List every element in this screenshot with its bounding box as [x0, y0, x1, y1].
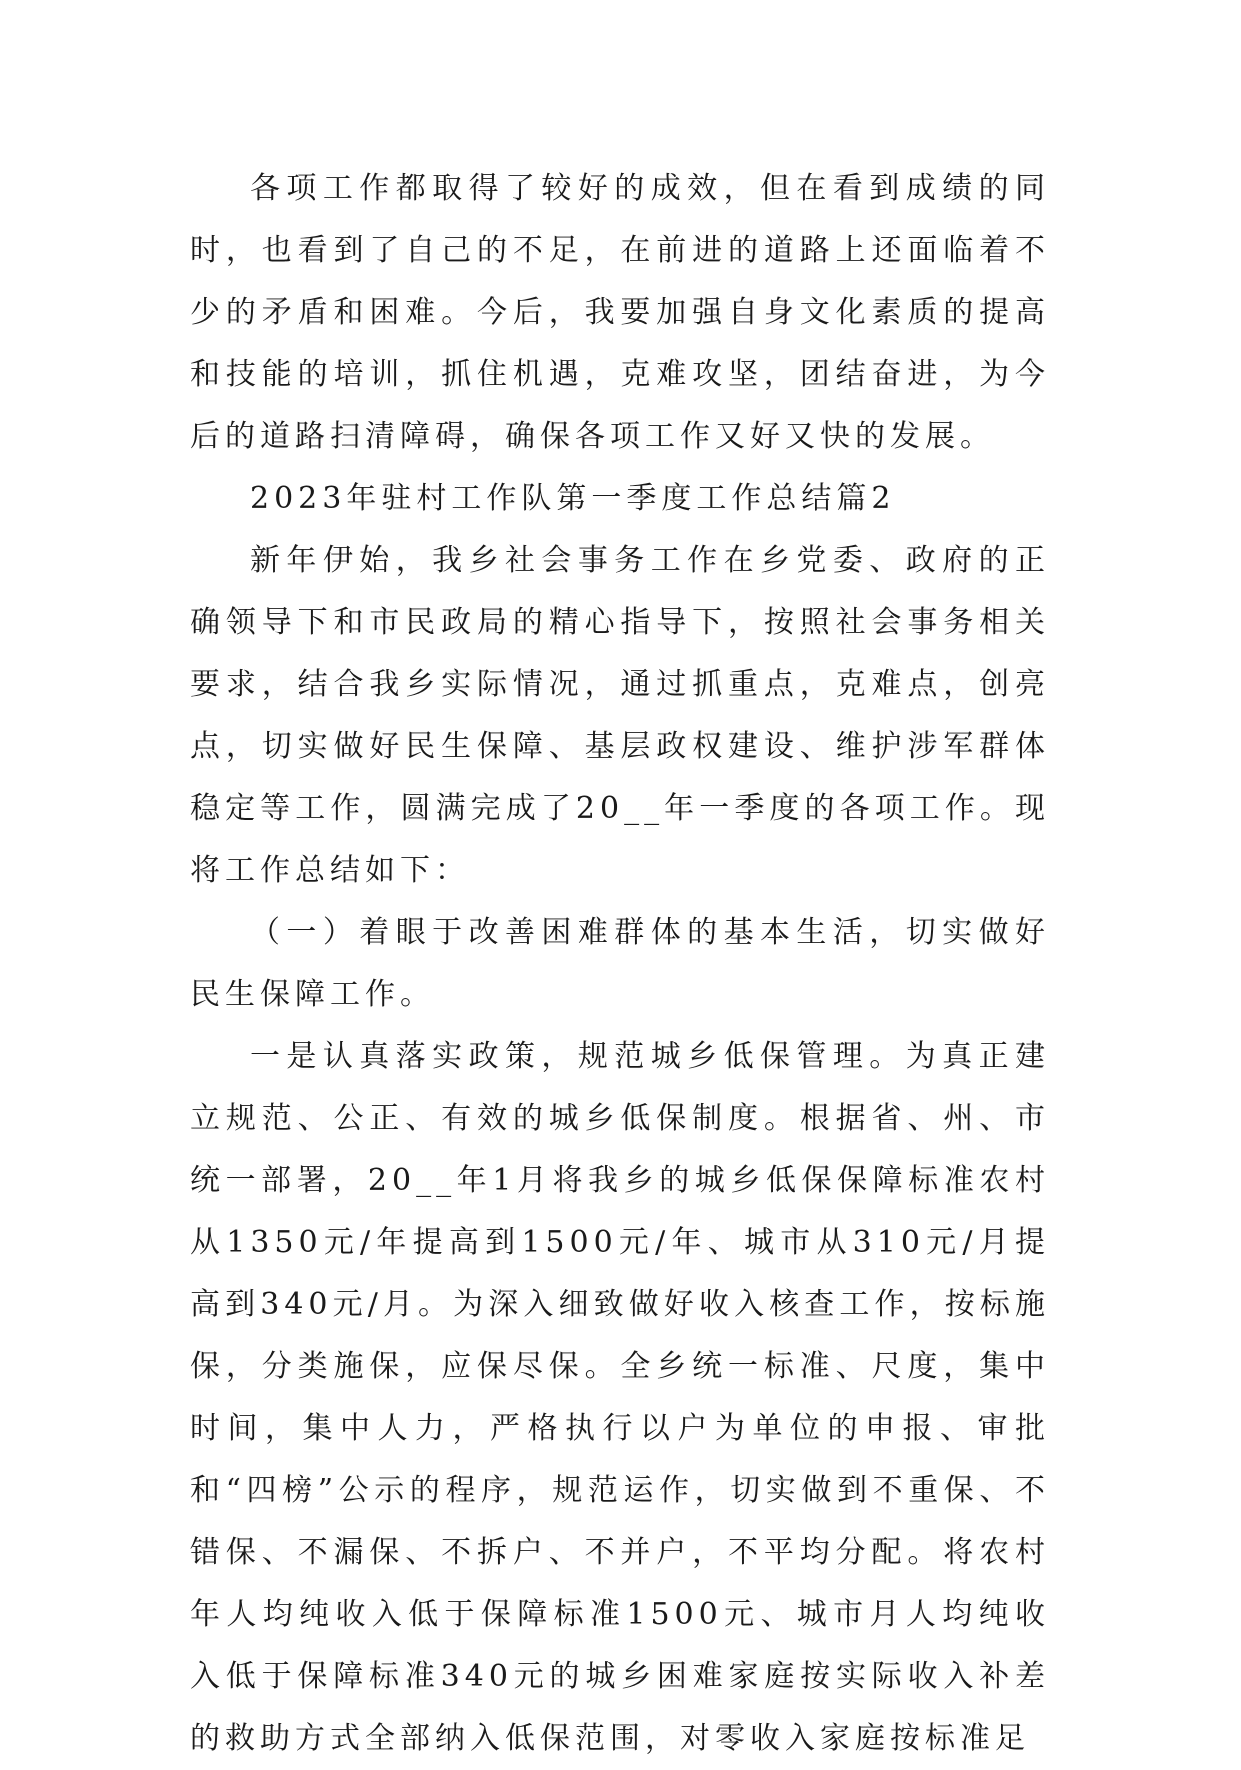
section-heading: 2023年驻村工作队第一季度工作总结篇2: [250, 481, 896, 516]
paragraph-closing: 各项工作都取得了较好的成效，但在看到成绩的同时，也看到了自己的不足，在前进的道路上还面临着不少的矛盾和困难。今后，我要加强自身文化素质的提高和技能的培训，抓住机遇，克难攻坚，团结奋进，为今后的道路扫清障碍，确保各项工作又好又快的发展。: [190, 171, 1050, 454]
subsection-heading: （一）着眼于改善困难群体的基本生活，切实做好民生保障工作。: [190, 915, 1050, 1012]
paragraph-item-one: 一是认真落实政策，规范城乡低保管理。为真正建立规范、公正、有效的城乡低保制度。根据省、州、市统一部署，20__年1月将我乡的城乡低保保障标准农村从1350元/年提高到1500元/年、城市从310元/月提高到340元/月。为深入细致做好收入核查工作，按标施保，分类施保，应保尽保。全乡统一标准、尺度，集中时间，集中人力，严格执行以户为单位的申报、审批和“四榜”公示的程序，规范运作，切实做到不重保、不错保、不漏保、不拆户、不并户，不平均分配。将农村年人均纯收入低于保障标准1500元、城市月人均纯收入低于保障标准340元的城乡困难家庭按实际收入补差的救助方式全部纳入低保范围，对零收入家庭按标准足: [190, 1039, 1050, 1756]
document-body: [190, 158, 1050, 1770]
paragraph-intro: 新年伊始，我乡社会事务工作在乡党委、政府的正确领导下和市民政局的精心指导下，按照社会事务相关要求，结合我乡实际情况，通过抓重点，克难点，创亮点，切实做好民生保障、基层政权建设、维护涉军群体稳定等工作，圆满完成了20__年一季度的各项工作。现将工作总结如下：: [190, 543, 1050, 888]
